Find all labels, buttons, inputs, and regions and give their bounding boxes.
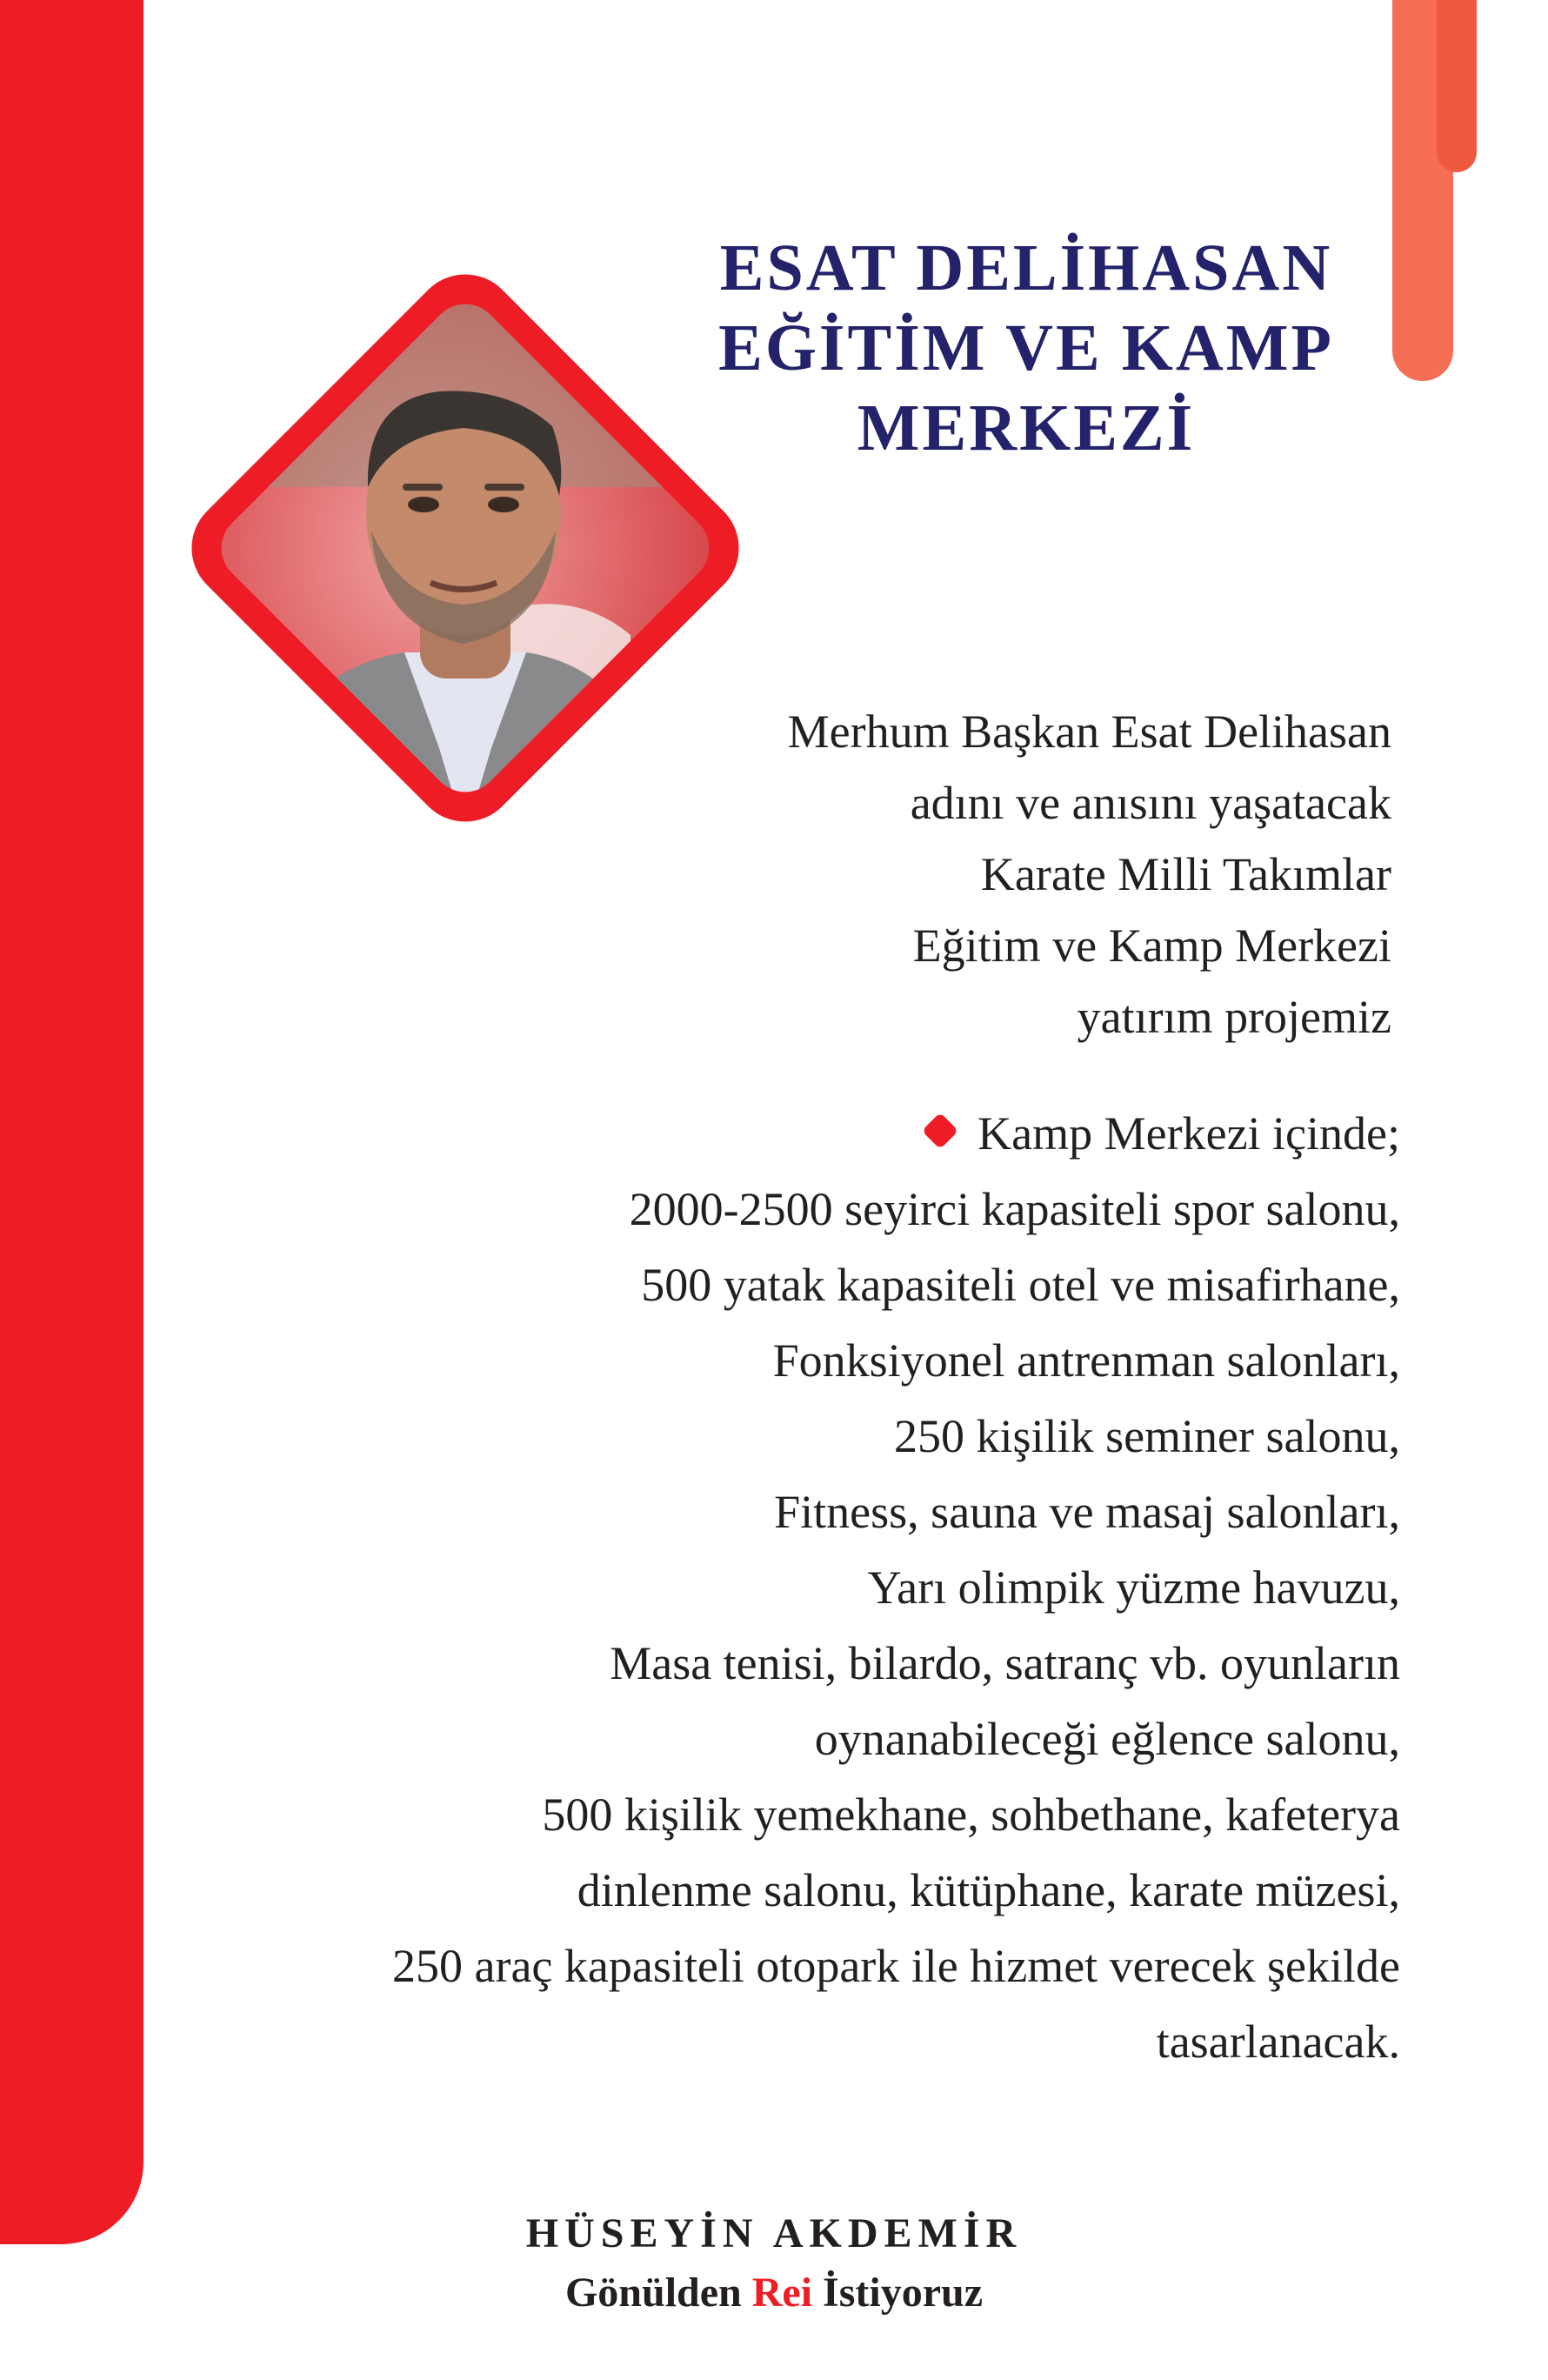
list-item: Yarı olimpik yüzme havuzu,: [867, 1561, 1400, 1614]
slogan-part-1: Gönülden: [564, 2270, 742, 2316]
list-item: Fitness, sauna ve masaj salonları,: [774, 1486, 1400, 1538]
intro-line: Eğitim ve Kamp Merkezi: [912, 919, 1391, 972]
slogan-part-2: İstiyoruz: [823, 2270, 984, 2316]
list-item: dinlenme salonu, kütüphane, karate müzesi,: [577, 1864, 1400, 1916]
list-item: tasarlanacak.: [1156, 2016, 1400, 2068]
list-item: 250 kişilik seminer salonu,: [894, 1410, 1400, 1462]
author-name: HÜSEYİN AKDEMİR: [525, 2210, 1023, 2256]
list-item: 250 araç kapasiteli otopark ile hizmet verecek şekilde: [392, 1940, 1400, 1992]
red-diamond-bullet-icon: [922, 1113, 958, 1149]
page-title: [644, 228, 1409, 468]
top-right-decoration-bar-inner: [1437, 0, 1477, 172]
title-line-3: MERKEZİ: [857, 391, 1196, 465]
list-heading: Kamp Merkezi içinde;: [978, 1107, 1400, 1160]
intro-line: Karate Milli Takımlar: [980, 848, 1391, 900]
intro-line: adını ve anısını yaşatacak: [910, 777, 1391, 829]
slogan-accent: Rei: [751, 2270, 813, 2316]
list-item: oynanabileceği eğlence salonu,: [814, 1713, 1400, 1765]
intro-line: yatırım projemiz: [1077, 991, 1391, 1043]
left-red-bar: [0, 0, 143, 2244]
list-item: Fonksiyonel antrenman salonları,: [772, 1334, 1400, 1387]
slogan: [0, 2269, 1548, 2316]
list-item: 2000-2500 seyirci kapasiteli spor salonu,: [629, 1183, 1400, 1235]
list-item: Masa tenisi, bilardo, satranç vb. oyunların: [610, 1637, 1400, 1689]
list-heading-row: [174, 1096, 1400, 1172]
list-item: 500 kişilik yemekhane, sohbethane, kafeterya: [542, 1788, 1400, 1841]
intro-line: Merhum Başkan Esat Delihasan: [787, 705, 1391, 758]
list-item: 500 yatak kapasiteli otel ve misafirhane,: [641, 1259, 1400, 1311]
title-line-1: ESAT DELİHASAN: [719, 231, 1333, 304]
facilities-list: [174, 1096, 1400, 2080]
intro-paragraph: [487, 696, 1391, 1053]
title-line-2: EĞİTİM VE KAMP: [718, 311, 1334, 384]
